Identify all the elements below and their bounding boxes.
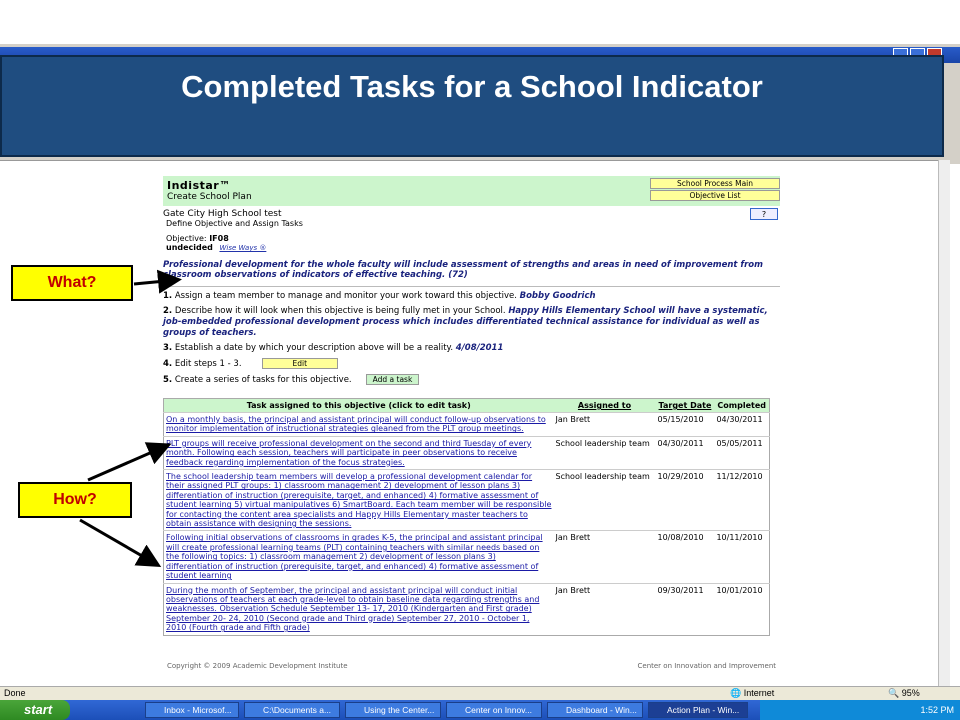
objective-label: Objective:: [166, 234, 207, 243]
task-link[interactable]: On a monthly basis, the principal and assistant principal will conduct follow-up observations to monitor implementation of instructional strategies gleaned from the PLT group meetings.: [164, 413, 554, 437]
col-assigned[interactable]: Assigned to: [554, 399, 656, 413]
step-4: 4. Edit steps 1 - 3. Edit: [163, 358, 780, 370]
task-target-date: 10/29/2010: [656, 470, 715, 531]
wise-ways-link[interactable]: Wise Ways ®: [219, 244, 267, 252]
objective-status: undecided: [166, 243, 213, 252]
taskbar-item-using-center[interactable]: Using the Center...: [345, 702, 441, 718]
step-2-text: Describe how it will look when this objective is being fully met in your School.: [174, 306, 506, 316]
step-2-value: Happy Hills Elementary School will have a systematic, job-embedded professional development process which includes differentiated technical assistance for individual as well as groups of teachers.: [163, 306, 768, 338]
clock: 1:52 PM: [920, 705, 954, 715]
how-arrow-down: [80, 520, 156, 564]
taskbar-item-inbox[interactable]: Inbox - Microsof...: [145, 702, 239, 718]
status-bar: [0, 686, 960, 700]
edit-button[interactable]: Edit: [262, 358, 339, 369]
task-completed-date: 10/11/2010: [714, 531, 769, 583]
task-assignee: School leadership team: [554, 470, 656, 531]
copyright-text: Copyright © 2009 Academic Development Institute: [167, 661, 348, 670]
objective-list-button[interactable]: Objective List: [650, 190, 780, 201]
step-1-value: Bobby Goodrich: [519, 291, 596, 301]
step-3: 3. Establish a date by which your description above will be a reality. 4/08/2011: [163, 343, 504, 353]
task-link[interactable]: The school leadership team members will develop a professional development calendar for their assigned PLT groups: 1) classroom management 2) development of lesson plans 3) differentiation of instruction (prerequisite, target, and enhanced) 4) formative assessment of student learning 5) virtual manipulatives 6) SmartBoard. Each team member will be responsible for contacting the content area specialists and Happy Hills Elementary master teachers to obtain assistance with designing the sessions.: [164, 470, 554, 531]
step-5-text: Create a series of tasks for this objective.: [174, 375, 352, 385]
taskbar-item-action-plan[interactable]: Action Plan - Win...: [648, 702, 748, 718]
taskbar-item-dashboard[interactable]: Dashboard - Win...: [547, 702, 643, 718]
task-completed-date: 05/05/2011: [714, 436, 769, 469]
security-zone: 🌐 Internet: [730, 688, 775, 698]
task-target-date: 10/08/2010: [656, 531, 715, 583]
task-target-date: 05/15/2010: [656, 413, 715, 437]
objective-code: IF08: [209, 234, 229, 243]
task-completed-date: 10/01/2010: [714, 583, 769, 635]
taskbar-item-center-innov[interactable]: Center on Innov...: [446, 702, 542, 718]
task-assignee: School leadership team: [554, 436, 656, 469]
col-target[interactable]: Target Date: [656, 399, 715, 413]
task-link[interactable]: PLT groups will receive professional development on the second and third Tuesday of every month. Following each session, teachers will participate in peer observations to receive feedback regarding implementation of the focus strategies.: [164, 436, 554, 469]
step-3-text: Establish a date by which your description above will be a reality.: [174, 343, 454, 353]
help-button[interactable]: ?: [750, 208, 778, 220]
center-name: Center on Innovation and Improvement: [637, 661, 776, 670]
zoom-level[interactable]: 🔍 95%: [888, 688, 920, 698]
taskbar-item-documents[interactable]: C:\Documents a...: [244, 702, 340, 718]
define-subheading: Define Objective and Assign Tasks: [166, 219, 303, 228]
school-name: Gate City High School test: [163, 209, 282, 219]
step-5: 5. Create a series of tasks for this objective. Add a task: [163, 374, 780, 386]
task-assignee: Jan Brett: [554, 583, 656, 635]
task-assignee: Jan Brett: [554, 413, 656, 437]
how-callout: How?: [18, 482, 132, 518]
status-text: Done: [4, 688, 26, 698]
task-link[interactable]: During the month of September, the principal and assistant principal will conduct initial observations of teachers at each grade-level to obtain baseline data regarding strengths and weaknesses. Observation Schedule September 13- 17, 2010 (Kindergarten and First grade) September 20- 24, 2010 (Second grade and Third grade) September 27, 2010 - October 1, 2010 (Fourth grade and Fifth grade): [164, 583, 554, 635]
step-1-text: Assign a team member to manage and monitor your work toward this objective.: [174, 291, 517, 301]
task-link[interactable]: Following initial observations of classrooms in grades K-5, the principal and assistant principal will create professional learning teams (PLT) containing teachers with similar needs based on the following topics: 1) classroom management 2) development of lesson plans 3) differentiation of instruction (prerequisite, target, and enhanced) 4) formative assessment of student learning: [164, 531, 554, 583]
col-completed: Completed: [714, 399, 769, 413]
step-3-value: 4/08/2011: [455, 343, 504, 353]
step-1: 1. Assign a team member to manage and monitor your work toward this objective. Bobby Goodrich: [163, 291, 596, 301]
add-task-button[interactable]: Add a task: [366, 374, 420, 385]
task-completed-date: 04/30/2011: [714, 413, 769, 437]
col-task: Task assigned to this objective (click to edit task): [164, 399, 554, 413]
page-subtitle: Create School Plan: [167, 192, 252, 202]
brand-logo: Indistar™: [167, 179, 231, 192]
what-arrow: [134, 280, 176, 284]
step-4-text: Edit steps 1 - 3.: [174, 359, 242, 369]
task-completed-date: 11/12/2010: [714, 470, 769, 531]
how-arrow-up: [88, 446, 166, 480]
slide-title: Completed Tasks for a School Indicator: [181, 69, 763, 104]
task-target-date: 09/30/2011: [656, 583, 715, 635]
task-assignee: Jan Brett: [554, 531, 656, 583]
start-button[interactable]: start: [0, 700, 70, 720]
objective-text: Professional development for the whole faculty will include assessment of strengths and areas in need of improvement from classroom observations of indicators of effective teaching. (72): [163, 260, 780, 287]
step-2: 2. Describe how it will look when this objective is being fully met in your School. Happy Hills Elementary School will have a systematic, job-embedded professional development process which includes differentiated technical assistance for individual as well as groups of teachers.: [163, 306, 768, 338]
what-callout: What?: [11, 265, 133, 301]
taskbar: [0, 700, 960, 720]
task-target-date: 04/30/2011: [656, 436, 715, 469]
school-process-main-button[interactable]: School Process Main: [650, 178, 780, 189]
system-tray: [760, 700, 960, 720]
